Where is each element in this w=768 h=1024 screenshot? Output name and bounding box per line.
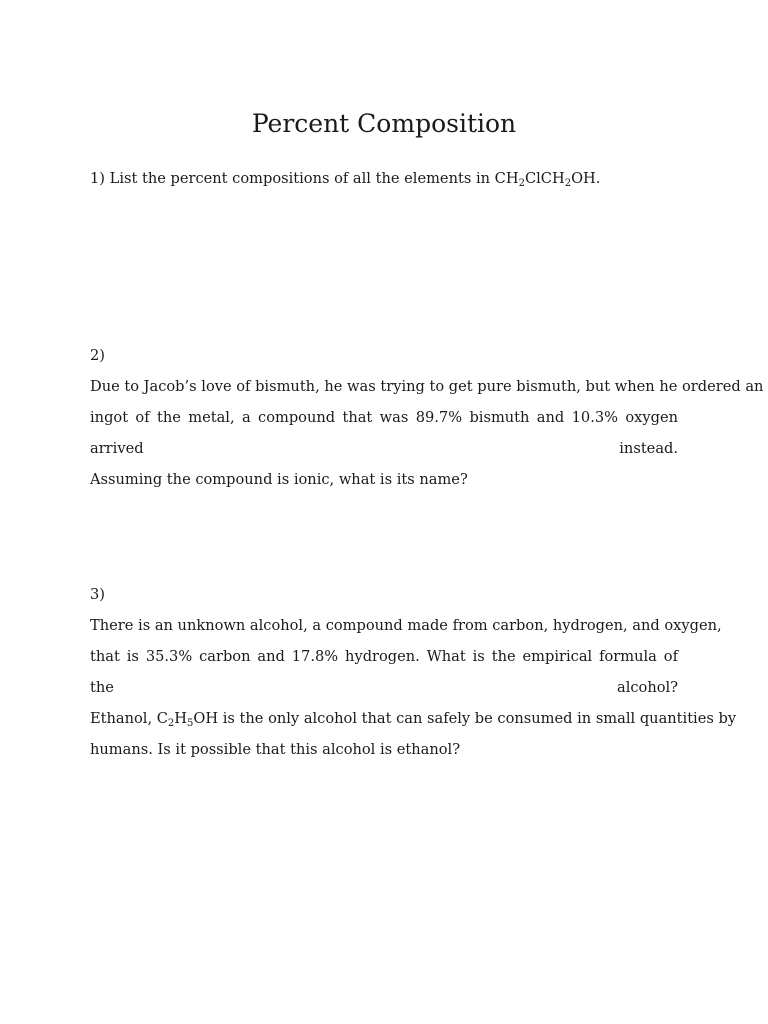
question-2-line-3: Assuming the compound is ionic, what is its name? — [90, 471, 468, 488]
question-3-number: 3) — [90, 586, 105, 603]
question-1-number: 1) — [90, 170, 105, 187]
question-1-line-1: 1) List the percent compositions of all the elements in $CH_2ClCH_2OH$. — [90, 170, 601, 189]
question-3-formula: $C_2H_5OH$ — [156, 710, 219, 729]
page-title: Percent Composition — [251, 109, 517, 138]
question-2-line-2: ingot of the metal, a compound that was 89.7% bismuth and 10.3% oxygen arrived instead. — [90, 409, 678, 457]
question-3-line-1: 3) There is an unknown alcohol, a compound made from carbon, hydrogen, and oxygen, — [90, 586, 722, 634]
question-2-number: 2) — [90, 347, 105, 364]
question-2 — [90, 340, 764, 495]
question-3-line-4: humans. Is it possible that this alcohol is ethanol? — [90, 741, 461, 758]
question-2-line-1: 2) Due to Jacob’s love of bismuth, he was trying to get pure bismuth, but when he ordered an — [90, 347, 764, 395]
question-1-formula: $CH_2ClCH_2OH$ — [494, 170, 596, 189]
question-1-text: List the percent compositions of all the elements in — [109, 170, 495, 187]
question-3-line-3: Ethanol, $C_2H_5OH$ is the only alcohol that can safely be consumed in small quantities by — [90, 710, 737, 729]
question-3 — [90, 579, 737, 765]
question-1 — [90, 163, 678, 194]
question-3-line-2: that is 35.3% carbon and 17.8% hydrogen. What is the empirical formula of the alcohol? — [90, 648, 678, 696]
